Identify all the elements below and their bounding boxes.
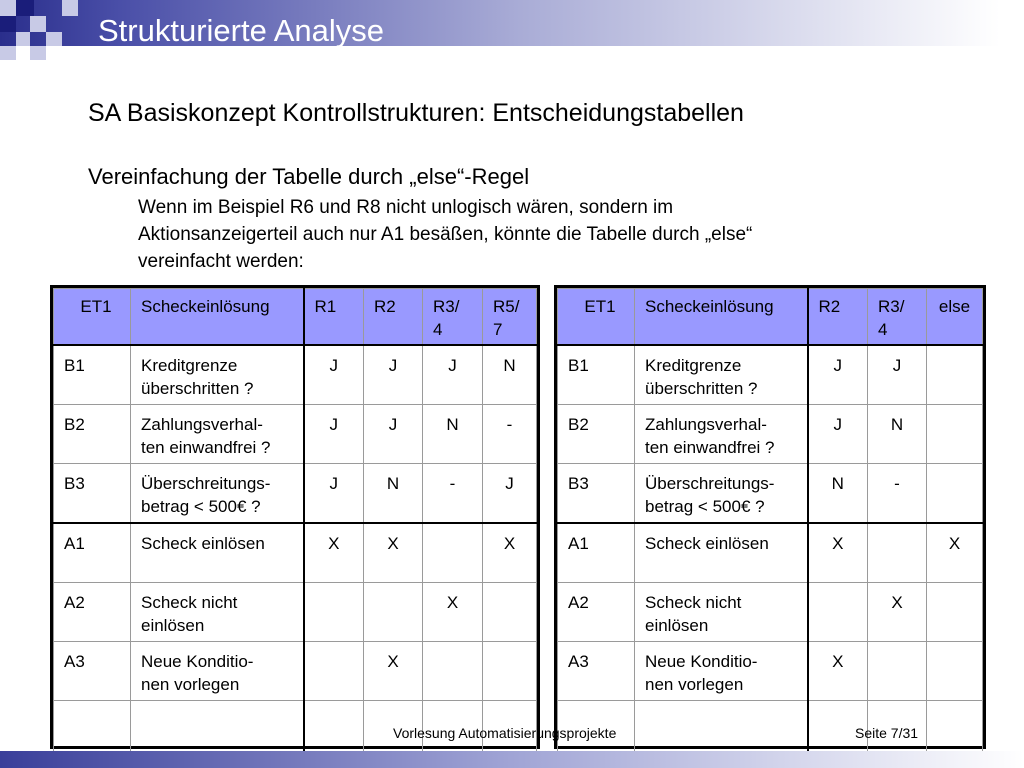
logo-square-3 [62, 0, 78, 16]
row-description: Überschreitungs- betrag < 500€ ? [635, 464, 808, 524]
footer-page-number: Seite 7/31 [855, 725, 919, 741]
table-row [558, 642, 983, 701]
rule-cell: X [868, 583, 927, 642]
row-description: Scheck einlösen [635, 523, 808, 583]
header-cell: Scheckeinlösung [635, 289, 808, 346]
row-id: A3 [54, 642, 131, 701]
rule-cell [927, 642, 983, 701]
header-cell: ET1 [54, 289, 131, 346]
rule-cell [868, 523, 927, 583]
rule-cell: J [423, 345, 483, 405]
section-heading: Vereinfachung der Tabelle durch „else“-Regel [88, 164, 530, 189]
logo-square-6 [16, 32, 30, 46]
logo-square-8 [0, 46, 16, 60]
logo-square-2 [16, 0, 34, 16]
row-id: A2 [558, 583, 635, 642]
header-cell: ET1 [558, 289, 635, 346]
row-description: Zahlungsverhal- ten einwandfrei ? [635, 405, 808, 464]
row-id: A1 [54, 523, 131, 583]
row-description: Scheck nicht einlösen [131, 583, 304, 642]
table-row [558, 405, 983, 464]
rule-cell: X [304, 523, 364, 583]
rule-cell: J [868, 345, 927, 405]
table-row [54, 405, 537, 464]
rule-cell [304, 642, 364, 701]
table-row [558, 523, 983, 583]
rule-cell: J [808, 345, 868, 405]
table-row [558, 464, 983, 524]
rule-cell [423, 523, 483, 583]
body-line: Aktionsanzeigerteil auch nur A1 besäßen, könnte die Tabelle durch „else“ [138, 224, 753, 245]
rule-cell: J [304, 464, 364, 524]
header-cell: R2 [364, 289, 423, 346]
rule-cell: - [868, 464, 927, 524]
decision-table-right [554, 285, 986, 749]
header-cell: else [927, 289, 983, 346]
rule-cell: N [423, 405, 483, 464]
row-description: Neue Konditio- nen vorlegen [131, 642, 304, 701]
section-body [138, 194, 898, 275]
rule-cell: N [868, 405, 927, 464]
row-description: Neue Konditio- nen vorlegen [635, 642, 808, 701]
header-cell: R3/ 4 [423, 289, 483, 346]
logo-square-4 [0, 16, 16, 32]
rule-cell [423, 642, 483, 701]
table-row [54, 345, 537, 405]
row-id: A2 [54, 583, 131, 642]
footer-lecture: Vorlesung Automatisierungsprojekte [393, 725, 617, 741]
row-id: A1 [558, 523, 635, 583]
table-row [54, 523, 537, 583]
rule-cell: X [364, 523, 423, 583]
row-description: Scheck einlösen [131, 523, 304, 583]
rule-cell: N [808, 464, 868, 524]
header-cell: R3/ 4 [868, 289, 927, 346]
rule-cell: J [364, 405, 423, 464]
rule-cell [364, 583, 423, 642]
rule-cell: J [483, 464, 537, 524]
header-cell: R1 [304, 289, 364, 346]
body-line: vereinfacht werden: [138, 251, 304, 272]
slide-title: Strukturierte Analyse [98, 13, 385, 48]
rule-cell: J [808, 405, 868, 464]
table-header-row [558, 289, 983, 346]
table-row [54, 583, 537, 642]
logo-square-7 [46, 32, 62, 46]
row-id: B1 [54, 345, 131, 405]
rule-cell: X [808, 642, 868, 701]
rule-cell [808, 583, 868, 642]
row-id: B3 [558, 464, 635, 524]
logo-square-1 [0, 0, 16, 16]
rule-cell [483, 642, 537, 701]
table-row [54, 642, 537, 701]
row-description: Scheck nicht einlösen [635, 583, 808, 642]
rule-cell [927, 345, 983, 405]
rule-cell [868, 642, 927, 701]
rule-cell [927, 405, 983, 464]
rule-cell: X [423, 583, 483, 642]
row-description: Zahlungsverhal- ten einwandfrei ? [131, 405, 304, 464]
row-id: B2 [558, 405, 635, 464]
decision-table-left [50, 285, 540, 749]
footer-bar [0, 751, 1024, 768]
row-id: A3 [558, 642, 635, 701]
rule-cell: - [483, 405, 537, 464]
table-header-row [54, 289, 537, 346]
header-cell: Scheckeinlösung [131, 289, 304, 346]
header-cell: R2 [808, 289, 868, 346]
rule-cell: J [304, 405, 364, 464]
row-id: B2 [54, 405, 131, 464]
logo-square-9 [30, 46, 46, 60]
title-bar [0, 0, 1024, 46]
row-description: Überschreitungs- betrag < 500€ ? [131, 464, 304, 524]
rule-cell: N [364, 464, 423, 524]
rule-cell: X [808, 523, 868, 583]
table-row [54, 464, 537, 524]
rule-cell: J [304, 345, 364, 405]
rule-cell: X [483, 523, 537, 583]
row-id: B1 [558, 345, 635, 405]
slide-subtitle: SA Basiskonzept Kontrollstrukturen: Entscheidungstabellen [88, 99, 744, 127]
rule-cell [927, 583, 983, 642]
table-row [558, 345, 983, 405]
rule-cell: X [927, 523, 983, 583]
logo-square-5 [30, 16, 46, 32]
rule-cell [927, 464, 983, 524]
body-line: Wenn im Beispiel R6 und R8 nicht unlogisch wären, sondern im [138, 197, 674, 218]
table-row [558, 583, 983, 642]
row-description: Kreditgrenze überschritten ? [635, 345, 808, 405]
row-id: B3 [54, 464, 131, 524]
row-description: Kreditgrenze überschritten ? [131, 345, 304, 405]
rule-cell: - [423, 464, 483, 524]
rule-cell [483, 583, 537, 642]
rule-cell: X [364, 642, 423, 701]
header-cell: R5/ 7 [483, 289, 537, 346]
rule-cell: N [483, 345, 537, 405]
rule-cell: J [364, 345, 423, 405]
rule-cell [304, 583, 364, 642]
